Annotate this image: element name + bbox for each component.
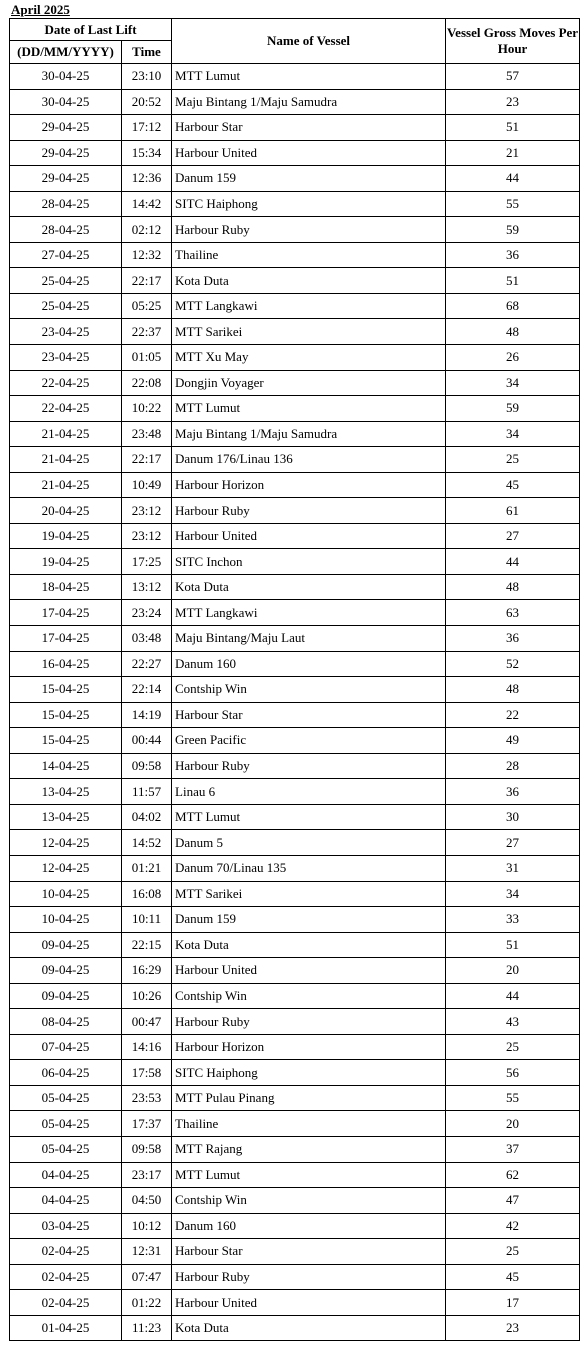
- time-cell: 09:58: [122, 753, 172, 779]
- table-row: [10, 1264, 580, 1290]
- vessel-name-cell: Danum 5: [172, 830, 446, 856]
- gross-moves-cell: 48: [446, 677, 580, 703]
- page-title: April 2025: [11, 2, 70, 17]
- table-row: [10, 447, 580, 473]
- date-cell: 17-04-25: [10, 626, 122, 652]
- gross-moves-cell: 34: [446, 421, 580, 447]
- time-cell: 17:37: [122, 1111, 172, 1137]
- time-cell: 22:15: [122, 932, 172, 958]
- time-cell: 10:12: [122, 1213, 172, 1239]
- date-cell: 10-04-25: [10, 881, 122, 907]
- time-cell: 22:27: [122, 651, 172, 677]
- vessel-name-cell: Danum 160: [172, 1213, 446, 1239]
- date-cell: 06-04-25: [10, 1060, 122, 1086]
- table-row: [10, 549, 580, 575]
- table-row: [10, 881, 580, 907]
- time-cell: 01:05: [122, 345, 172, 371]
- table-row: [10, 1136, 580, 1162]
- date-cell: 15-04-25: [10, 728, 122, 754]
- time-cell: 00:44: [122, 728, 172, 754]
- table-row: [10, 89, 580, 115]
- table-row: [10, 1060, 580, 1086]
- gross-moves-cell: 61: [446, 498, 580, 524]
- gross-moves-cell: 48: [446, 574, 580, 600]
- table-row: [10, 728, 580, 754]
- time-cell: 00:47: [122, 1009, 172, 1035]
- gross-moves-cell: 44: [446, 166, 580, 192]
- table-body: [10, 64, 580, 1341]
- date-cell: 08-04-25: [10, 1009, 122, 1035]
- date-cell: 10-04-25: [10, 907, 122, 933]
- vessel-name-cell: Harbour Star: [172, 1239, 446, 1265]
- date-cell: 21-04-25: [10, 447, 122, 473]
- vessel-name-cell: Harbour Star: [172, 702, 446, 728]
- gross-moves-cell: 44: [446, 983, 580, 1009]
- date-cell: 09-04-25: [10, 983, 122, 1009]
- table-row: [10, 472, 580, 498]
- vessel-moves-table: [9, 18, 580, 1341]
- time-header: Time: [122, 41, 172, 64]
- table-row: [10, 1290, 580, 1316]
- vessel-name-cell: MTT Pulau Pinang: [172, 1085, 446, 1111]
- gross-moves-cell: 56: [446, 1060, 580, 1086]
- vessel-name-cell: MTT Lumut: [172, 396, 446, 422]
- time-cell: 05:25: [122, 293, 172, 319]
- gross-moves-cell: 49: [446, 728, 580, 754]
- date-cell: 16-04-25: [10, 651, 122, 677]
- gross-moves-cell: 23: [446, 89, 580, 115]
- table-row: [10, 855, 580, 881]
- gross-moves-cell: 51: [446, 115, 580, 141]
- gross-moves-cell: 63: [446, 600, 580, 626]
- vessel-name-cell: MTT Lumut: [172, 64, 446, 90]
- table-row: [10, 1162, 580, 1188]
- vessel-name-cell: MTT Lumut: [172, 804, 446, 830]
- vessel-name-cell: Kota Duta: [172, 1315, 446, 1341]
- time-cell: 23:48: [122, 421, 172, 447]
- table-row: [10, 140, 580, 166]
- gross-moves-cell: 55: [446, 191, 580, 217]
- vessel-name-cell: MTT Rajang: [172, 1136, 446, 1162]
- date-cell: 05-04-25: [10, 1111, 122, 1137]
- date-cell: 21-04-25: [10, 421, 122, 447]
- gross-moves-header: Vessel Gross Moves Per Hour: [446, 19, 580, 64]
- date-cell: 05-04-25: [10, 1136, 122, 1162]
- table-row: [10, 64, 580, 90]
- gross-moves-cell: 28: [446, 753, 580, 779]
- date-cell: 29-04-25: [10, 115, 122, 141]
- vessel-name-cell: Linau 6: [172, 779, 446, 805]
- vessel-name-cell: Harbour Ruby: [172, 753, 446, 779]
- table-row: [10, 421, 580, 447]
- gross-moves-cell: 31: [446, 855, 580, 881]
- time-cell: 11:57: [122, 779, 172, 805]
- date-cell: 03-04-25: [10, 1213, 122, 1239]
- gross-moves-cell: 68: [446, 293, 580, 319]
- table-row: [10, 574, 580, 600]
- date-cell: 02-04-25: [10, 1239, 122, 1265]
- table-row: [10, 779, 580, 805]
- vessel-name-cell: Harbour Horizon: [172, 472, 446, 498]
- date-cell: 13-04-25: [10, 804, 122, 830]
- gross-moves-cell: 27: [446, 830, 580, 856]
- time-cell: 04:50: [122, 1188, 172, 1214]
- date-cell: 20-04-25: [10, 498, 122, 524]
- vessel-name-cell: Harbour Ruby: [172, 217, 446, 243]
- time-cell: 23:53: [122, 1085, 172, 1111]
- time-cell: 14:16: [122, 1034, 172, 1060]
- gross-moves-cell: 33: [446, 907, 580, 933]
- date-cell: 13-04-25: [10, 779, 122, 805]
- vessel-name-cell: Harbour United: [172, 1290, 446, 1316]
- time-cell: 23:10: [122, 64, 172, 90]
- time-cell: 22:17: [122, 447, 172, 473]
- vessel-name-cell: Maju Bintang 1/Maju Samudra: [172, 89, 446, 115]
- date-cell: 30-04-25: [10, 89, 122, 115]
- time-cell: 10:49: [122, 472, 172, 498]
- date-cell: 28-04-25: [10, 191, 122, 217]
- vessel-name-cell: Danum 159: [172, 166, 446, 192]
- date-cell: 19-04-25: [10, 549, 122, 575]
- date-cell: 23-04-25: [10, 345, 122, 371]
- table-row: [10, 370, 580, 396]
- table-row: [10, 1111, 580, 1137]
- date-cell: 07-04-25: [10, 1034, 122, 1060]
- vessel-name-cell: Thailine: [172, 1111, 446, 1137]
- time-cell: 22:14: [122, 677, 172, 703]
- time-cell: 07:47: [122, 1264, 172, 1290]
- date-of-last-lift-header: Date of Last Lift: [10, 19, 172, 41]
- gross-moves-cell: 55: [446, 1085, 580, 1111]
- vessel-name-cell: Danum 159: [172, 907, 446, 933]
- table-row: [10, 983, 580, 1009]
- vessel-name-cell: Harbour Horizon: [172, 1034, 446, 1060]
- date-cell: 29-04-25: [10, 166, 122, 192]
- vessel-name-cell: Kota Duta: [172, 574, 446, 600]
- vessel-name-cell: Harbour United: [172, 140, 446, 166]
- table-row: [10, 626, 580, 652]
- table-row: [10, 932, 580, 958]
- table-row: [10, 702, 580, 728]
- gross-moves-cell: 59: [446, 396, 580, 422]
- time-cell: 23:24: [122, 600, 172, 626]
- time-cell: 09:58: [122, 1136, 172, 1162]
- table-row: [10, 651, 580, 677]
- vessel-name-cell: Dongjin Voyager: [172, 370, 446, 396]
- gross-moves-cell: 20: [446, 958, 580, 984]
- date-cell: 29-04-25: [10, 140, 122, 166]
- gross-moves-cell: 52: [446, 651, 580, 677]
- vessel-name-cell: Harbour Ruby: [172, 498, 446, 524]
- vessel-name-cell: Contship Win: [172, 677, 446, 703]
- date-cell: 15-04-25: [10, 702, 122, 728]
- vessel-name-cell: Harbour United: [172, 523, 446, 549]
- date-cell: 25-04-25: [10, 268, 122, 294]
- gross-moves-cell: 36: [446, 242, 580, 268]
- gross-moves-cell: 34: [446, 370, 580, 396]
- table-row: [10, 191, 580, 217]
- time-cell: 23:12: [122, 523, 172, 549]
- time-cell: 16:08: [122, 881, 172, 907]
- time-cell: 12:31: [122, 1239, 172, 1265]
- time-cell: 16:29: [122, 958, 172, 984]
- gross-moves-cell: 62: [446, 1162, 580, 1188]
- time-cell: 15:34: [122, 140, 172, 166]
- date-cell: 30-04-25: [10, 64, 122, 90]
- gross-moves-cell: 51: [446, 932, 580, 958]
- vessel-name-cell: Kota Duta: [172, 932, 446, 958]
- gross-moves-cell: 27: [446, 523, 580, 549]
- table-row: [10, 319, 580, 345]
- gross-moves-cell: 48: [446, 319, 580, 345]
- vessel-name-cell: Green Pacific: [172, 728, 446, 754]
- vessel-name-cell: Maju Bintang/Maju Laut: [172, 626, 446, 652]
- date-cell: 12-04-25: [10, 855, 122, 881]
- vessel-name-cell: MTT Langkawi: [172, 600, 446, 626]
- date-cell: 27-04-25: [10, 242, 122, 268]
- table-row: [10, 804, 580, 830]
- table-row: [10, 523, 580, 549]
- gross-moves-cell: 36: [446, 779, 580, 805]
- table-header: [10, 19, 580, 64]
- date-cell: 15-04-25: [10, 677, 122, 703]
- table-row: [10, 115, 580, 141]
- time-cell: 14:42: [122, 191, 172, 217]
- gross-moves-cell: 51: [446, 268, 580, 294]
- vessel-name-cell: Kota Duta: [172, 268, 446, 294]
- date-cell: 18-04-25: [10, 574, 122, 600]
- date-cell: 05-04-25: [10, 1085, 122, 1111]
- vessel-name-cell: Danum 70/Linau 135: [172, 855, 446, 881]
- time-cell: 17:12: [122, 115, 172, 141]
- table-row: [10, 345, 580, 371]
- table-row: [10, 600, 580, 626]
- date-cell: 22-04-25: [10, 370, 122, 396]
- table-row: [10, 958, 580, 984]
- vessel-name-cell: Danum 160: [172, 651, 446, 677]
- vessel-name-cell: MTT Langkawi: [172, 293, 446, 319]
- table-row: [10, 242, 580, 268]
- gross-moves-cell: 21: [446, 140, 580, 166]
- time-cell: 13:12: [122, 574, 172, 600]
- time-cell: 14:19: [122, 702, 172, 728]
- table-row: [10, 907, 580, 933]
- date-cell: 21-04-25: [10, 472, 122, 498]
- date-format-header: (DD/MM/YYYY): [10, 41, 122, 64]
- date-cell: 04-04-25: [10, 1188, 122, 1214]
- date-cell: 17-04-25: [10, 600, 122, 626]
- gross-moves-cell: 45: [446, 472, 580, 498]
- time-cell: 10:11: [122, 907, 172, 933]
- time-cell: 22:17: [122, 268, 172, 294]
- time-cell: 10:26: [122, 983, 172, 1009]
- time-cell: 17:58: [122, 1060, 172, 1086]
- time-cell: 12:32: [122, 242, 172, 268]
- gross-moves-cell: 25: [446, 1034, 580, 1060]
- table-row: [10, 1239, 580, 1265]
- vessel-name-cell: Harbour Ruby: [172, 1009, 446, 1035]
- gross-moves-cell: 47: [446, 1188, 580, 1214]
- time-cell: 10:22: [122, 396, 172, 422]
- vessel-name-cell: Harbour Ruby: [172, 1264, 446, 1290]
- gross-moves-cell: 45: [446, 1264, 580, 1290]
- time-cell: 12:36: [122, 166, 172, 192]
- vessel-name-header: Name of Vessel: [172, 19, 446, 64]
- time-cell: 01:22: [122, 1290, 172, 1316]
- table-row: [10, 1034, 580, 1060]
- date-cell: 01-04-25: [10, 1315, 122, 1341]
- gross-moves-cell: 22: [446, 702, 580, 728]
- vessel-name-cell: SITC Haiphong: [172, 191, 446, 217]
- gross-moves-cell: 44: [446, 549, 580, 575]
- gross-moves-cell: 42: [446, 1213, 580, 1239]
- table-row: [10, 1188, 580, 1214]
- gross-moves-cell: 37: [446, 1136, 580, 1162]
- date-cell: 19-04-25: [10, 523, 122, 549]
- gross-moves-cell: 20: [446, 1111, 580, 1137]
- date-cell: 28-04-25: [10, 217, 122, 243]
- time-cell: 02:12: [122, 217, 172, 243]
- vessel-name-cell: MTT Xu May: [172, 345, 446, 371]
- table-row: [10, 166, 580, 192]
- gross-moves-cell: 43: [446, 1009, 580, 1035]
- gross-moves-cell: 25: [446, 1239, 580, 1265]
- date-cell: 12-04-25: [10, 830, 122, 856]
- date-cell: 09-04-25: [10, 932, 122, 958]
- table-row: [10, 1085, 580, 1111]
- table-row: [10, 677, 580, 703]
- vessel-name-cell: SITC Inchon: [172, 549, 446, 575]
- table-row: [10, 753, 580, 779]
- vessel-name-cell: MTT Lumut: [172, 1162, 446, 1188]
- gross-moves-cell: 17: [446, 1290, 580, 1316]
- gross-moves-cell: 25: [446, 447, 580, 473]
- date-cell: 02-04-25: [10, 1290, 122, 1316]
- time-cell: 22:37: [122, 319, 172, 345]
- date-cell: 14-04-25: [10, 753, 122, 779]
- vessel-name-cell: Danum 176/Linau 136: [172, 447, 446, 473]
- vessel-name-cell: MTT Sarikei: [172, 881, 446, 907]
- document-page: [9, 2, 579, 1341]
- gross-moves-cell: 59: [446, 217, 580, 243]
- vessel-name-cell: SITC Haiphong: [172, 1060, 446, 1086]
- date-cell: 25-04-25: [10, 293, 122, 319]
- time-cell: 22:08: [122, 370, 172, 396]
- table-row: [10, 217, 580, 243]
- date-cell: 23-04-25: [10, 319, 122, 345]
- table-row: [10, 268, 580, 294]
- vessel-name-cell: Thailine: [172, 242, 446, 268]
- time-cell: 11:23: [122, 1315, 172, 1341]
- time-cell: 01:21: [122, 855, 172, 881]
- gross-moves-cell: 23: [446, 1315, 580, 1341]
- date-cell: 09-04-25: [10, 958, 122, 984]
- time-cell: 14:52: [122, 830, 172, 856]
- time-cell: 23:17: [122, 1162, 172, 1188]
- time-cell: 20:52: [122, 89, 172, 115]
- vessel-name-cell: Harbour United: [172, 958, 446, 984]
- gross-moves-cell: 34: [446, 881, 580, 907]
- table-row: [10, 498, 580, 524]
- gross-moves-cell: 26: [446, 345, 580, 371]
- time-cell: 04:02: [122, 804, 172, 830]
- table-row: [10, 1009, 580, 1035]
- table-row: [10, 396, 580, 422]
- gross-moves-cell: 30: [446, 804, 580, 830]
- vessel-name-cell: Harbour Star: [172, 115, 446, 141]
- gross-moves-cell: 36: [446, 626, 580, 652]
- gross-moves-cell: 57: [446, 64, 580, 90]
- table-row: [10, 830, 580, 856]
- date-cell: 04-04-25: [10, 1162, 122, 1188]
- time-cell: 03:48: [122, 626, 172, 652]
- vessel-name-cell: Contship Win: [172, 1188, 446, 1214]
- vessel-name-cell: Maju Bintang 1/Maju Samudra: [172, 421, 446, 447]
- vessel-name-cell: Contship Win: [172, 983, 446, 1009]
- table-row: [10, 293, 580, 319]
- time-cell: 17:25: [122, 549, 172, 575]
- table-row: [10, 1315, 580, 1341]
- date-cell: 22-04-25: [10, 396, 122, 422]
- table-row: [10, 1213, 580, 1239]
- date-cell: 02-04-25: [10, 1264, 122, 1290]
- vessel-name-cell: MTT Sarikei: [172, 319, 446, 345]
- time-cell: 23:12: [122, 498, 172, 524]
